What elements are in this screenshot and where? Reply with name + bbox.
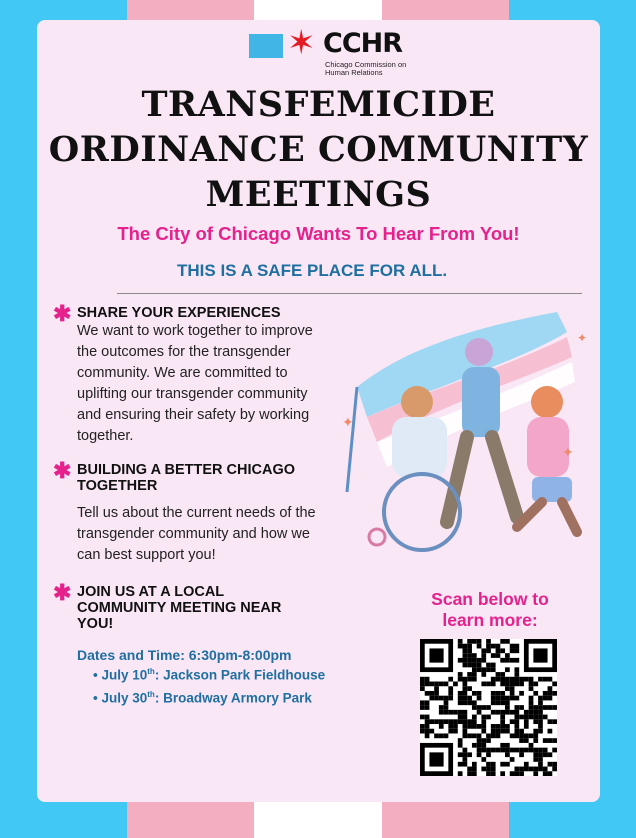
person-legs: [517, 502, 577, 532]
title-line: MEETINGS: [205, 174, 432, 215]
qr-label: Scan below to learn more:: [431, 589, 549, 630]
asterisk-bullet-icon: ✱: [53, 458, 72, 483]
community-illustration: [327, 292, 587, 562]
date-item: • July 10th: Jackson Park Fieldhouse: [93, 667, 326, 683]
sparkle-icon: ✦: [577, 331, 587, 345]
logo-subtext: Chicago Commission on Human Relations: [325, 60, 407, 77]
section-heading: SHARE YOUR EXPERIENCES: [77, 305, 281, 321]
date-place: : Broadway Armory Park: [154, 690, 312, 706]
date-suffix: th: [147, 667, 155, 676]
asterisk-bullet-icon: ✱: [53, 301, 72, 326]
date-day: July 10: [101, 667, 148, 683]
page-title: [37, 82, 600, 217]
person-body: [462, 367, 500, 437]
person-head: [401, 386, 433, 418]
logo-text: CCHR: [323, 28, 403, 59]
subtitle: The City of Chicago Wants To Hear From You!: [117, 223, 520, 244]
section-body: We want to work together to improve the outcomes for the transgender community. We are committed to uplifting our transgender community and ensuring their safety by working together.: [77, 323, 313, 444]
sparkle-icon: ✦: [342, 414, 354, 430]
cchr-logo: [249, 24, 429, 80]
person-legs: [447, 437, 517, 522]
flyer-card: [37, 20, 600, 802]
section-heading: BUILDING A BETTER CHICAGO TOGETHER: [77, 462, 296, 494]
date-place: : Jackson Park Fieldhouse: [154, 667, 326, 683]
section-heading: JOIN US AT A LOCAL COMMUNITY MEETING NEAR YOU!: [77, 584, 282, 632]
flag-pole: [347, 387, 357, 492]
person-skirt: [532, 477, 572, 502]
date-day: July 30: [101, 690, 148, 706]
person-body: [392, 417, 447, 477]
title-line: ORDINANCE COMMUNITY: [48, 129, 589, 170]
wheelchair-wheel: [369, 529, 385, 545]
chicago-star-icon: ✶: [287, 24, 316, 62]
person-head: [465, 338, 493, 366]
section-body: Tell us about the current needs of the transgender community and how we can best support you!: [77, 505, 316, 563]
logo-square: [249, 34, 283, 58]
asterisk-bullet-icon: ✱: [53, 580, 72, 605]
person-head: [531, 386, 563, 418]
qr-code-graphic: [420, 639, 557, 776]
date-suffix: th: [147, 690, 155, 699]
qr-code[interactable]: [420, 639, 557, 776]
date-item: • July 30th: Broadway Armory Park: [93, 690, 312, 706]
safe-place-text: THIS IS A SAFE PLACE FOR ALL.: [177, 261, 448, 280]
title-line: TRANSFEMICIDE: [141, 84, 496, 125]
sparkle-icon: ✦: [562, 444, 574, 460]
dates-label: Dates and Time: 6:30pm-8:00pm: [77, 647, 292, 663]
